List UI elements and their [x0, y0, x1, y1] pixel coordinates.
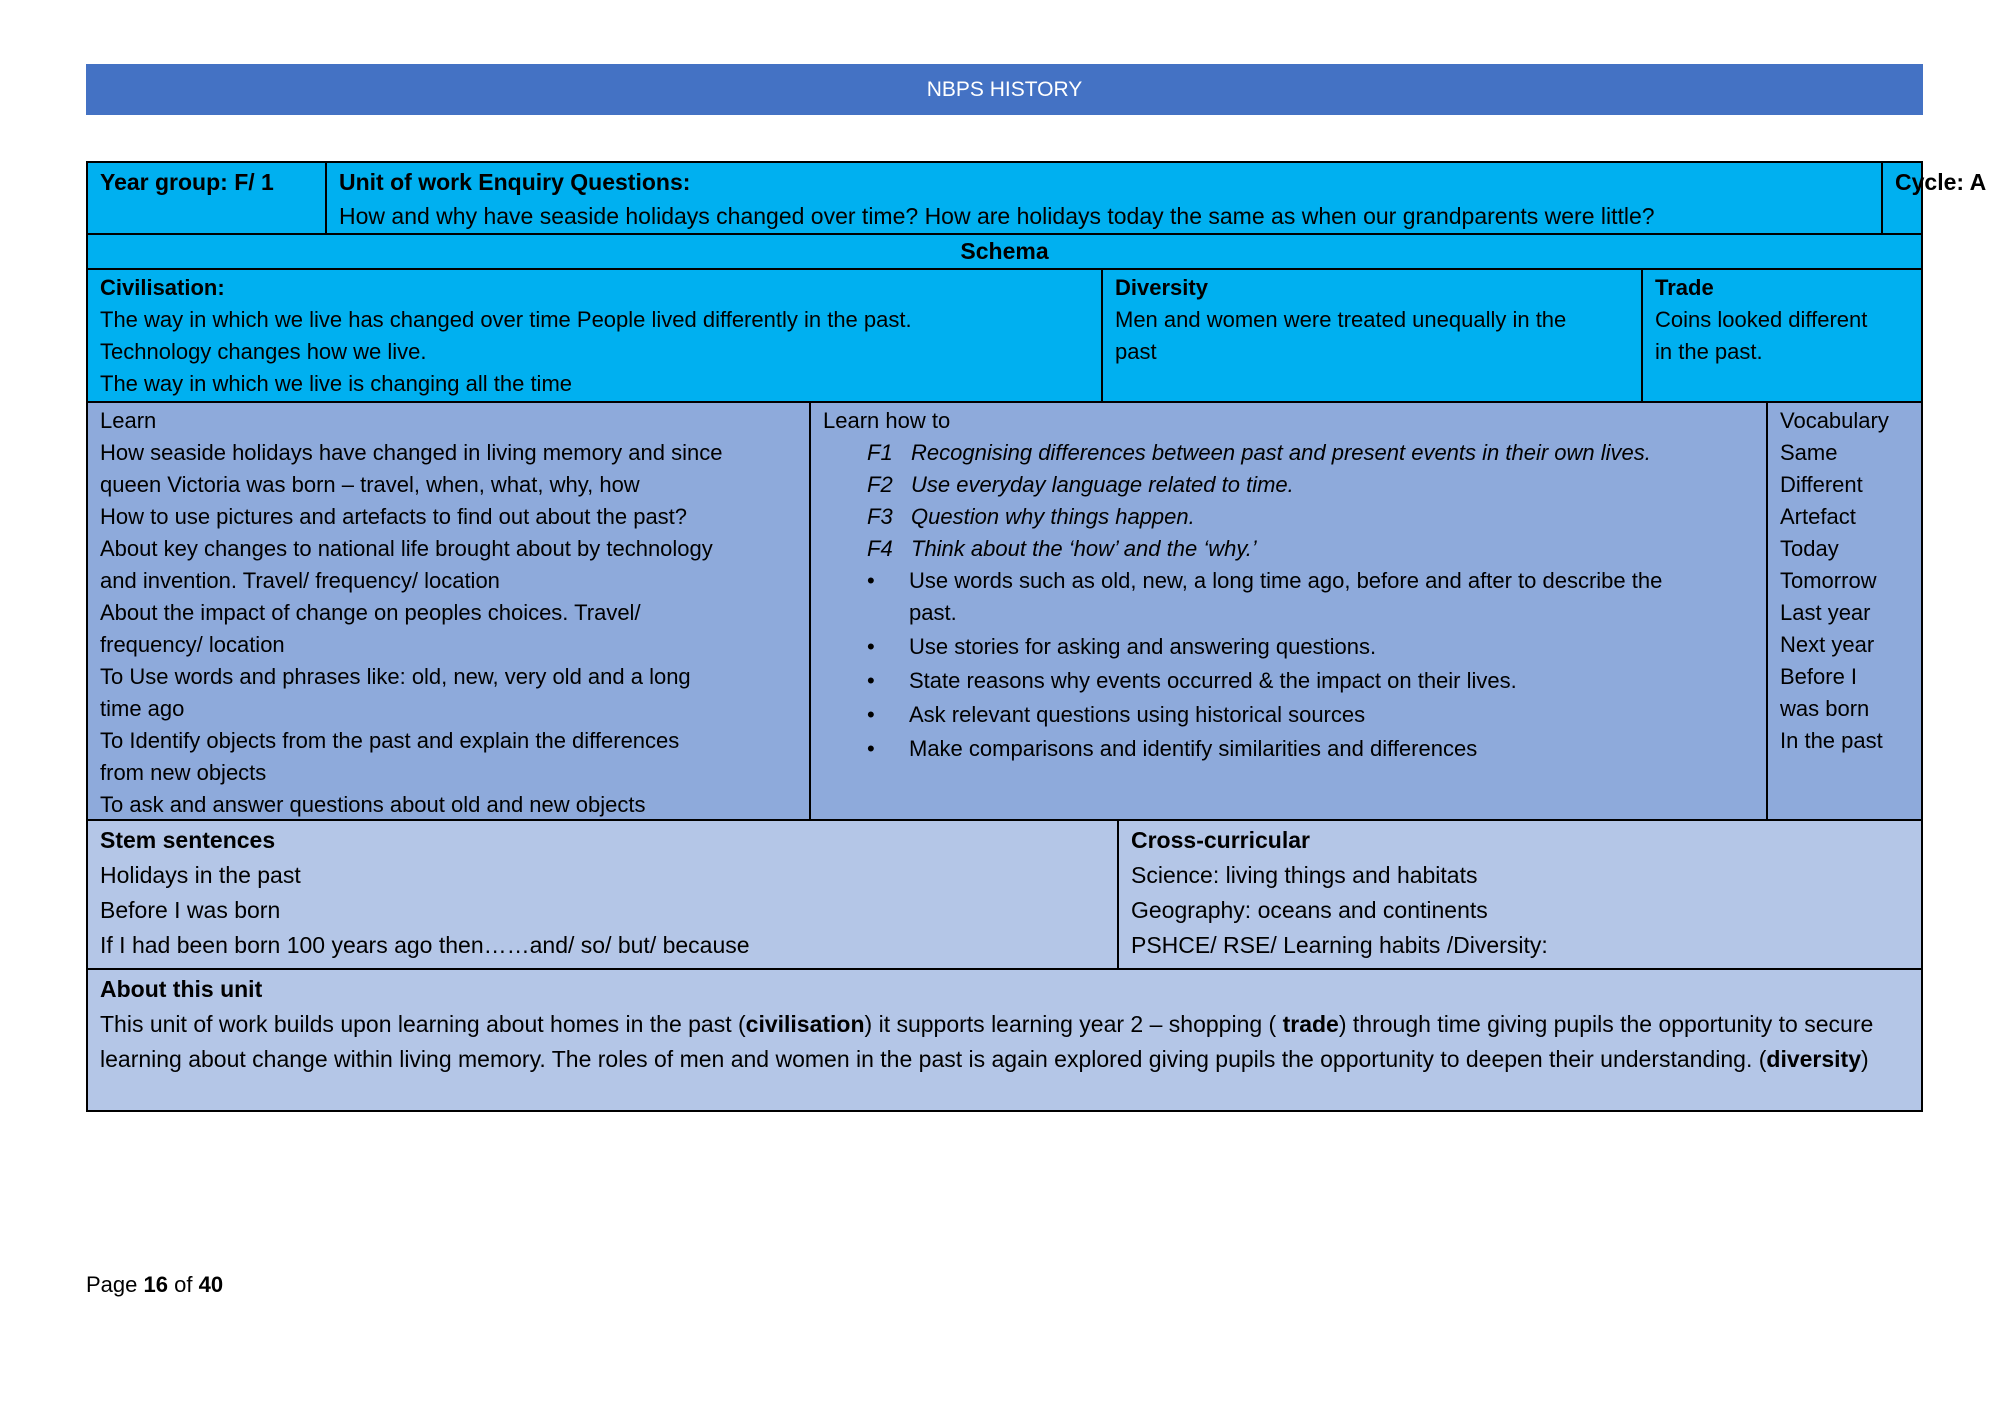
vocabulary-word: Artefact	[1780, 504, 1856, 529]
about-text: )	[1861, 1046, 1869, 1072]
bullet-text: past.	[909, 600, 957, 625]
vocabulary-heading: Vocabulary	[1780, 408, 1889, 433]
diversity-line: Men and women were treated unequally in the	[1115, 307, 1567, 332]
learn-how-bullet	[823, 733, 1754, 765]
vocabulary-word: Tomorrow	[1780, 568, 1877, 593]
vocabulary-word: Next year	[1780, 632, 1875, 657]
learn-line: About key changes to national life brought about by technology	[100, 536, 713, 561]
learn-how-bullet	[823, 565, 1754, 629]
vocabulary-word: Different	[1780, 472, 1863, 497]
about-paragraph	[100, 1007, 1907, 1077]
learn-cell	[88, 403, 809, 819]
f-text: Recognising differences between past and present events in their own lives.	[911, 440, 1651, 465]
learn-line: time ago	[100, 696, 185, 721]
top-row	[86, 161, 1987, 235]
learn-line: How seaside holidays have changed in living memory and since	[100, 440, 723, 465]
of-word: of	[174, 1272, 193, 1297]
learn-row	[86, 401, 1923, 821]
year-group-cell	[88, 163, 326, 233]
unit-questions: How and why have seaside holidays changed over time? How are holidays today the same as when our grandparents were little?	[339, 203, 1655, 229]
unit-questions-cell	[327, 163, 1881, 233]
vocabulary-word: Same	[1780, 440, 1838, 465]
learn-how-bullet	[823, 631, 1754, 663]
about-keyword: civilisation	[745, 1011, 865, 1037]
learn-line: To Identify objects from the past and explain the differences	[100, 728, 680, 753]
bullet-text: Use stories for asking and answering questions.	[909, 634, 1377, 659]
learn-line: queen Victoria was born – travel, when, what, why, how	[100, 472, 640, 497]
trade-line: in the past.	[1655, 339, 1763, 364]
page-total: 40	[198, 1272, 224, 1297]
about-row	[86, 968, 1923, 1112]
diversity-line: past	[1115, 339, 1157, 364]
vocabulary-cell	[1768, 403, 1921, 819]
trade-line: Coins looked different	[1655, 307, 1868, 332]
learn-line: and invention. Travel/ frequency/ location	[100, 568, 500, 593]
stem-heading: Stem sentences	[100, 827, 276, 853]
bullet-icon: •	[867, 702, 875, 727]
learn-how-f-item	[823, 437, 1754, 469]
learn-heading: Learn	[100, 408, 157, 433]
civilisation-heading: Civilisation:	[100, 275, 225, 300]
unit-heading: Unit of work Enquiry Questions:	[339, 169, 691, 195]
bullet-text: Make comparisons and identify similarities and differences	[909, 736, 1478, 761]
f-code: F3	[867, 504, 893, 529]
about-heading: About this unit	[100, 976, 263, 1002]
bullet-icon: •	[867, 736, 875, 761]
civilisation-cell	[88, 270, 1101, 401]
about-cell	[88, 970, 1921, 1110]
stem-row	[86, 819, 1923, 970]
learn-how-f-item	[823, 501, 1754, 533]
schema-categories-row	[86, 268, 1923, 403]
cycle-cell	[1883, 163, 2000, 233]
diversity-heading: Diversity	[1115, 275, 1208, 300]
stem-line: If I had been born 100 years ago then……and/ so/ but/ because	[100, 932, 750, 958]
vocabulary-word: Before I	[1780, 664, 1858, 689]
page-number-footer	[86, 1272, 223, 1298]
learn-line: frequency/ location	[100, 632, 285, 657]
schema-title-row	[86, 233, 1923, 270]
f-code: F4	[867, 536, 893, 561]
page-current: 16	[143, 1272, 168, 1297]
cross-curricular-line: Science: living things and habitats	[1131, 862, 1478, 888]
learn-line: To ask and answer questions about old and new objects	[100, 792, 646, 817]
stem-line: Holidays in the past	[100, 862, 301, 888]
f-code: F1	[867, 440, 893, 465]
f-code: F2	[867, 472, 893, 497]
vocabulary-word: Last year	[1780, 600, 1871, 625]
learn-line: from new objects	[100, 760, 267, 785]
cross-curricular-cell	[1119, 821, 1921, 968]
about-text: ) it supports learning year 2 – shopping (	[864, 1011, 1283, 1037]
cross-curricular-line: Geography: oceans and continents	[1131, 897, 1488, 923]
trade-cell	[1643, 270, 1921, 401]
bullet-text: Use words such as old, new, a long time ago, before and after to describe the	[909, 568, 1663, 593]
about-text: ) through time giving pupils the opportunity to secure learning about change within living memory. The roles of men and women in the past is again explored giving pupils the opportunity to deepen their understanding. (	[100, 1011, 1874, 1072]
about-text: This unit of work builds upon learning about homes in the past (	[100, 1011, 746, 1037]
about-keyword: trade	[1282, 1011, 1339, 1037]
learn-how-f-item	[823, 469, 1754, 501]
civilisation-line: The way in which we live has changed over time People lived differently in the past.	[100, 307, 912, 332]
about-keyword: diversity	[1766, 1046, 1861, 1072]
page-word: Page	[86, 1272, 138, 1297]
trade-heading: Trade	[1655, 275, 1714, 300]
learn-how-bullet	[823, 699, 1754, 731]
learn-how-f-item	[823, 533, 1754, 565]
bullet-text: Ask relevant questions using historical sources	[909, 702, 1366, 727]
learn-how-cell	[811, 403, 1766, 819]
diversity-cell	[1103, 270, 1641, 401]
document-header-banner	[86, 64, 1923, 115]
vocabulary-word: Today	[1780, 536, 1839, 561]
civilisation-line: The way in which we live is changing all the time	[100, 371, 573, 396]
learn-line: How to use pictures and artefacts to find out about the past?	[100, 504, 688, 529]
cross-curricular-heading: Cross-curricular	[1131, 827, 1310, 853]
learn-how-heading: Learn how to	[823, 408, 951, 433]
bullet-icon: •	[867, 634, 875, 659]
f-text: Question why things happen.	[911, 504, 1195, 529]
schema-title: Schema	[960, 238, 1049, 264]
stem-line: Before I was born	[100, 897, 281, 923]
header-title: NBPS HISTORY	[926, 78, 1083, 101]
vocabulary-word: was born	[1780, 696, 1870, 721]
bullet-text: State reasons why events occurred & the impact on their lives.	[909, 668, 1517, 693]
bullet-icon: •	[867, 568, 875, 593]
vocabulary-word: In the past	[1780, 728, 1883, 753]
learn-line: To Use words and phrases like: old, new, very old and a long	[100, 664, 691, 689]
bullet-icon: •	[867, 668, 875, 693]
stem-cell	[88, 821, 1117, 968]
f-text: Use everyday language related to time.	[911, 472, 1294, 497]
learn-how-bullet	[823, 665, 1754, 697]
civilisation-line: Technology changes how we live.	[100, 339, 427, 364]
cycle-label: Cycle: A	[1895, 169, 1987, 195]
f-text: Think about the ‘how’ and the ‘why.’	[911, 536, 1257, 561]
learn-line: About the impact of change on peoples choices. Travel/	[100, 600, 641, 625]
cross-curricular-line: PSHCE/ RSE/ Learning habits /Diversity:	[1131, 932, 1548, 958]
year-group: Year group: F/ 1	[100, 169, 274, 195]
